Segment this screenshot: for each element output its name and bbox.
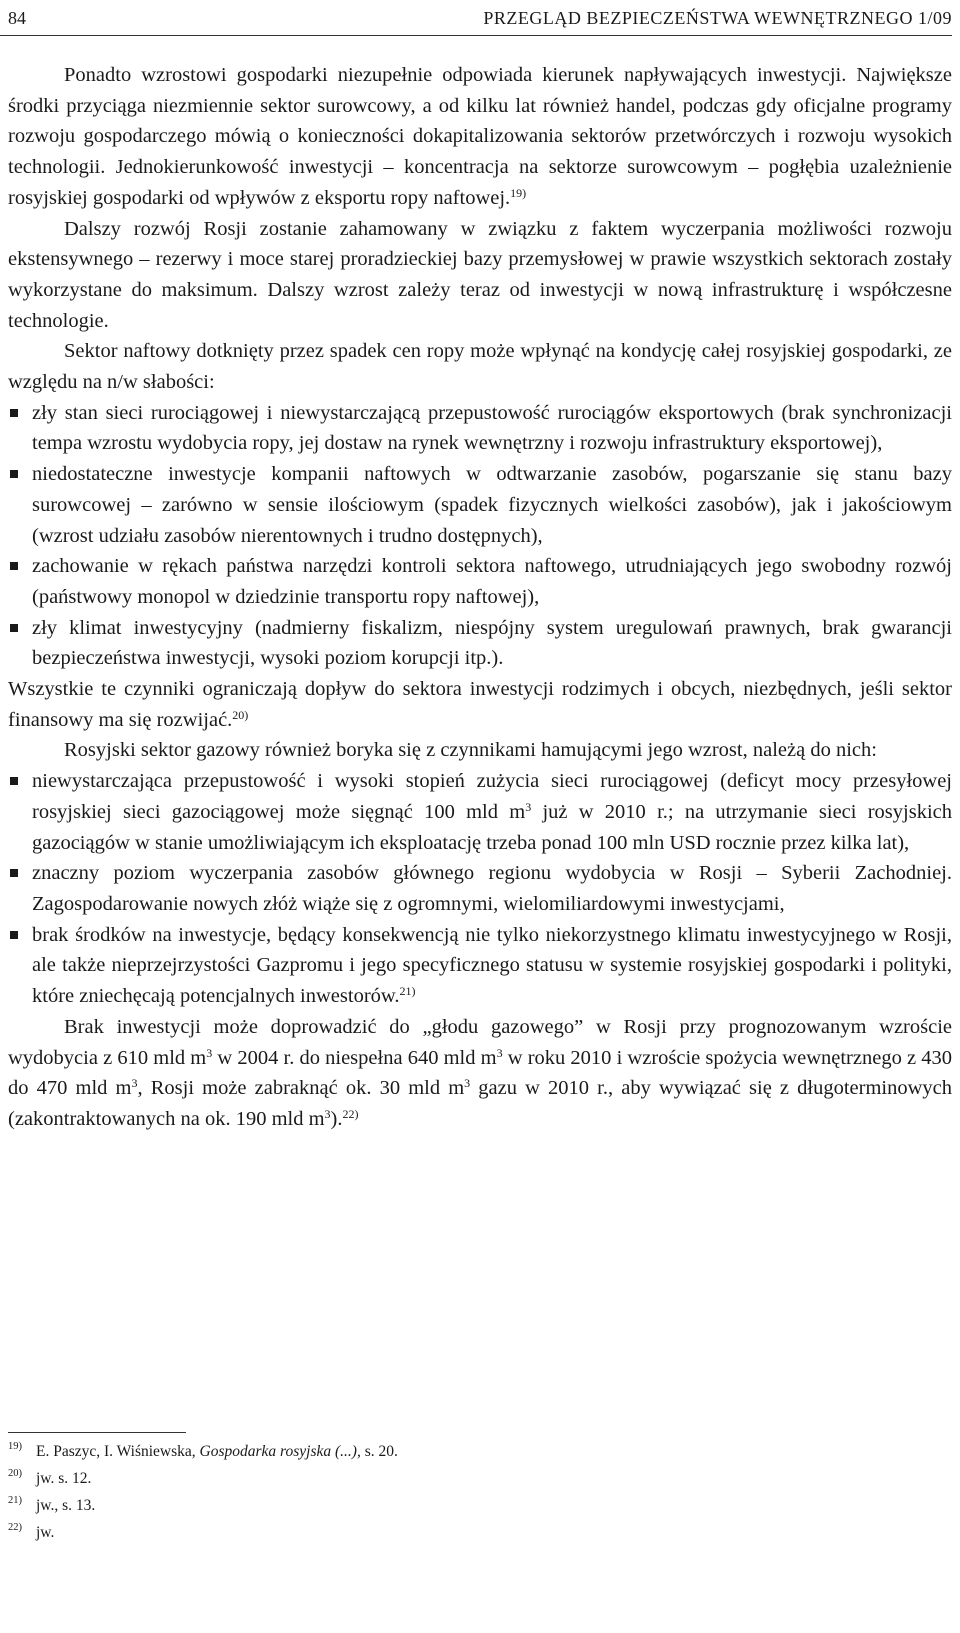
- footnote-number: 22): [8, 1522, 22, 1533]
- list-item: niewystarczająca przepustowość i wysoki stopień zużycia sieci rurociągowej (deficyt mocy przesyłowej rosyjskiej sieci gazociągowej może sięgnąć 100 mld $m^3$ już w 2010 r.; na utrzymanie sieci rosyjskich gazociągów w stanie umożliwiającym ich eksploatację trzeba ponad 100 mln USD rocznie przez kilka lat),: [8, 766, 952, 858]
- list-item: brak środków na inwestycje, będący konsekwencją nie tylko niekorzystnego klimatu inwestycyjnego w Rosji, ale także nieprzejrzystości Gazpromu i jego specyficznego statusu w systemie rosyjskiej gospodarki i polityki, które zniechęcają potencjalnych inwestorów.$^{21)}$: [8, 920, 952, 1012]
- footnote-ref[interactable]: 21): [399, 984, 416, 999]
- page-number: 84: [8, 8, 26, 28]
- paragraph: Ponadto wzrostowi gospodarki niezupełnie odpowiada kierunek napływających inwestycji. Największe środki przyciąga niezmiennie sektor surowcowy, a od kilku lat również handel, podczas gdy oficjalne programy rozwoju gospodarczego mówią o konieczności dokapitalizowania sektorów przetwórczych i rozwoju wysokich technologii. Jednokierunkowość inwestycji – koncentracja na sektorze surowcowym – pogłębia uzależnienie rosyjskiej gospodarki od wpływów z eksportu ropy naftowej.$^{19)}$: [8, 64, 952, 209]
- page-header: [8, 4, 952, 32]
- footnote-ref[interactable]: 19): [510, 185, 527, 200]
- list-item: zły klimat inwestycyjny (nadmierny fiskalizm, niespójny system uregulowań prawnych, brak gwarancji bezpieczeństwa inwestycji, wysoki poziom korupcji itp.).: [8, 613, 952, 674]
- square-bullet-icon: [10, 409, 18, 417]
- footnote: 21) jw., s. 13.: [8, 1492, 952, 1519]
- footnote: 20) jw. s. 12.: [8, 1465, 952, 1492]
- article-body: [8, 60, 952, 1135]
- footnote-number: 19): [8, 1441, 22, 1452]
- running-title: PRZEGLĄD BEZPIECZEŃSTWA WEWNĘTRZNEGO 1/09: [483, 8, 952, 28]
- oil-weakness-list: [8, 398, 952, 674]
- header-rule: [0, 35, 952, 36]
- footnote: 19) E. Paszyc, I. Wiśniewska, Gospodarka rosyjska (...), s. 20.: [8, 1438, 952, 1465]
- list-item: znaczny poziom wyczerpania zasobów głównego regionu wydobycia w Rosji – Syberii Zachodniej. Zagospodarowanie nowych złóż wiąże się z ogromnymi, wielomiliardowymi inwestycjami,: [8, 858, 952, 919]
- square-bullet-icon: [10, 562, 18, 570]
- square-bullet-icon: [10, 777, 18, 785]
- paragraph: Dalszy rozwój Rosji zostanie zahamowany w związku z faktem wyczerpania możliwości rozwoju ekstensywnego – rezerwy i moce starej proradzieckiej bazy przemysłowej w prawie wszystkich sektorach zostały wykorzystane do maksimum. Dalszy wzrost zależy teraz od inwestycji w nową infrastrukturę i współczesne technologie.: [8, 217, 952, 332]
- list-item: zły stan sieci rurociągowej i niewystarczającą przepustowość rurociągów eksportowych (brak synchronizacji tempa wzrostu wydobycia ropy, jej dostaw na rynek wewnętrzny i rozwoju infrastruktury eksportowej),: [8, 398, 952, 459]
- gas-factor-list: [8, 766, 952, 1012]
- paragraph: Sektor naftowy dotknięty przez spadek cen ropy może wpłynąć na kondycję całej rosyjskiej gospodarki, ze względu na n/w słabości:: [8, 340, 952, 394]
- footnotes: [8, 1438, 952, 1546]
- footnote-number: 20): [8, 1468, 22, 1479]
- square-bullet-icon: [10, 869, 18, 877]
- square-bullet-icon: [10, 931, 18, 939]
- footnote-rule: [8, 1432, 186, 1433]
- paragraph: Brak inwestycji może doprowadzić do „głodu gazowego” w Rosji przy prognozowanym wzroście wydobycia z 610 mld $m^3$ w 2004 r. do niespełna 640 mld $m^3$ w roku 2010 i wzroście spożycia wewnętrznego z 430 do 470 mld $m^3$, Rosji może zabraknąć ok. 30 mld $m^3$ gazu w 2010 r., aby wywiązać się z długoterminowych (zakontraktowanych na ok. 190 mld $m^3).^{22)}$: [8, 1015, 953, 1130]
- list-item: niedostateczne inwestycje kompanii naftowych w odtwarzanie zasobów, pogarszanie się stanu bazy surowcowej – zarówno w sensie ilościowym (spadek fizycznych wielkości zasobów), jak i jakościowym (wzrost udziału zasobów nierentownych i trudno dostępnych),: [8, 459, 952, 551]
- square-bullet-icon: [10, 624, 18, 632]
- square-bullet-icon: [10, 470, 18, 478]
- footnote-number: 21): [8, 1495, 22, 1506]
- paragraph: Rosyjski sektor gazowy również boryka się z czynnikami hamującymi jego wzrost, należą do nich:: [64, 739, 877, 762]
- paragraph: Wszystkie te czynniki ograniczają dopływ do sektora inwestycji rodzimych i obcych, niezbędnych, jeśli sektor finansowy ma się rozwijać.$^{20)}$: [8, 678, 952, 731]
- footnote: 22) jw.: [8, 1519, 952, 1546]
- footnote-ref[interactable]: 20): [232, 707, 249, 722]
- footnote-ref[interactable]: 22): [342, 1106, 359, 1121]
- list-item: zachowanie w rękach państwa narzędzi kontroli sektora naftowego, utrudniających jego swobodny rozwój (państwowy monopol w dziedzinie transportu ropy naftowej),: [8, 551, 952, 612]
